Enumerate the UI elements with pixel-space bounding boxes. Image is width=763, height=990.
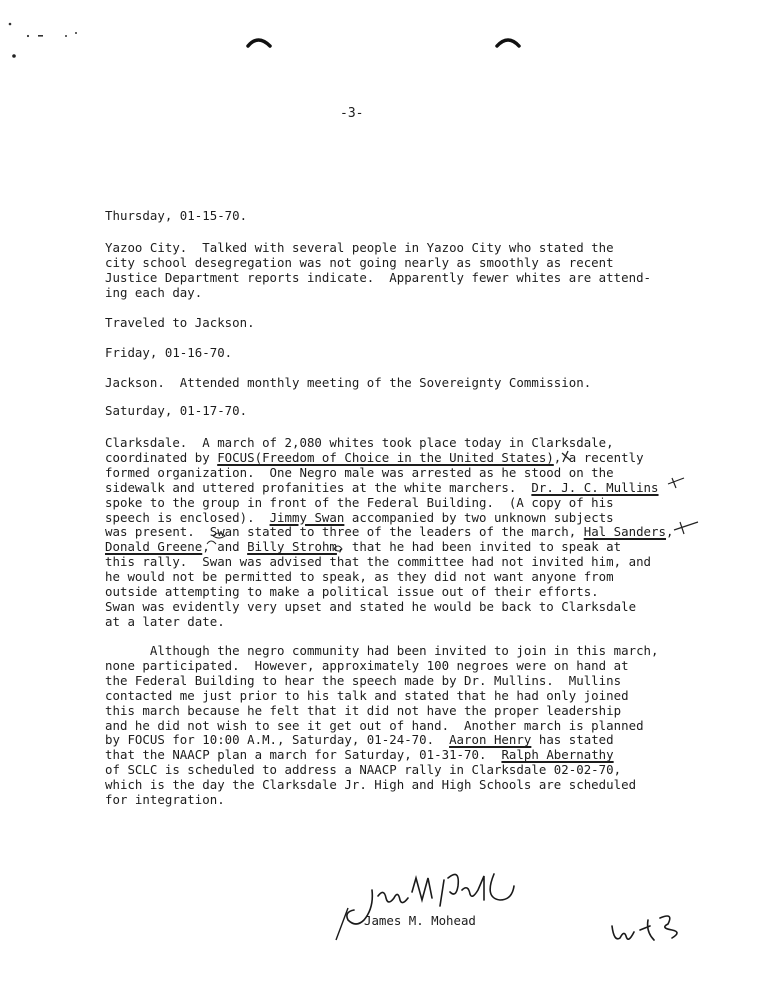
underlined-name: FOCUS(Freedom of Choice in the United States) [217, 449, 554, 465]
underlined-name: Donald Greene [105, 539, 203, 555]
yazoo-paragraph-line: Justice Department reports indicate. Apparently fewer whites are attend- [105, 269, 652, 285]
text-run: was present. Swan stated to three of the leaders of the march, [105, 524, 584, 540]
margin-check-mark [674, 522, 698, 534]
negro_paragraph-line [105, 762, 621, 777]
clarksdale_paragraph-line [105, 539, 621, 554]
margin-check-mark [668, 478, 684, 488]
negro_paragraph-line [105, 792, 225, 807]
text-run: this rally. Swan was advised that the committee had not invited him, and [105, 554, 652, 570]
text-run: , and [202, 539, 248, 555]
scan-speck [65, 35, 67, 37]
underlined-name: Billy Strohm [247, 539, 337, 555]
negro_paragraph-line [105, 703, 621, 718]
negro_paragraph-line [105, 688, 629, 703]
handwritten-initials [612, 916, 677, 940]
negro_paragraph-line [105, 747, 614, 762]
clarksdale_paragraph-line [105, 450, 644, 465]
travel-line-line: Traveled to Jackson. [105, 315, 255, 330]
clarksdale_paragraph-line [105, 569, 614, 584]
text-run: , [666, 524, 674, 540]
clarksdale_paragraph-line [105, 584, 599, 599]
clarksdale_paragraph-line [105, 524, 673, 539]
underlined-name: Jimmy Swan [269, 509, 345, 525]
text-run: this march because he felt that it did not have the proper leadership [105, 702, 622, 718]
text-run: Although the negro community had been invited to join in this march, [105, 643, 659, 658]
jackson-line-line: Jackson. Attended monthly meeting of the Sovereignty Commission. [105, 375, 592, 390]
negro_paragraph-line [105, 777, 636, 792]
date-thursday-line: Thursday, 01-15-70. [105, 208, 248, 223]
text-run: sidewalk and uttered profanities at the white marchers. [105, 479, 532, 495]
text-run: which is the day the Clarksdale Jr. High and High Schools are scheduled [105, 777, 637, 793]
text-run: the Federal Building to hear the speech made by Dr. Mullins. Mullins [105, 672, 622, 688]
text-run: Swan was evidently very upset and stated he would be back to Clarksdale [105, 598, 637, 614]
text-run: coordinated by [105, 449, 218, 465]
clarksdale_paragraph-line [105, 510, 614, 525]
top-right-staple-mark [497, 40, 519, 46]
underlined-name: Dr. J. C. Mullins [531, 479, 659, 495]
top-left-staple-mark [248, 40, 270, 46]
text-run: for integration. [105, 792, 225, 807]
clarksdale_paragraph-line [105, 599, 636, 614]
scan-speck [12, 54, 16, 58]
yazoo-paragraph-line: Yazoo City. Talked with several people in Yazoo City who stated the [105, 240, 614, 255]
text-run: formed organization. One Negro male was arrested as he stood on the [105, 464, 614, 480]
underlined-name: Hal Sanders [583, 524, 666, 540]
text-run: contacted me just prior to his talk and stated that he had only joined [105, 687, 629, 703]
text-run: he would not be permitted to speak, as they did not want anyone from [105, 569, 614, 585]
text-run: has stated [531, 732, 614, 748]
text-run: by FOCUS for 10:00 A.M., Saturday, 01-24-70. [105, 732, 450, 748]
text-run: and he did not wish to see it get out of hand. Another march is planned [105, 717, 644, 733]
underlined-name: Aaron Henry [449, 732, 532, 748]
clarksdale_paragraph-line [105, 495, 614, 510]
clarksdale_paragraph-line [105, 465, 614, 480]
text-run: accompanied by two unknown subjects [344, 509, 614, 525]
text-run: spoke to the group in front of the Federal Building. (A copy of his [105, 494, 614, 510]
negro_paragraph-line [105, 643, 659, 658]
text-run: speech is enclosed). [105, 509, 270, 525]
text-run: , that he had been invited to speak at [336, 539, 622, 555]
negro_paragraph-line [105, 673, 621, 688]
text-run: that the NAACP plan a march for Saturday, 01-31-70. [105, 747, 502, 763]
clarksdale_paragraph-line [105, 480, 659, 495]
text-run: at a later date. [105, 613, 225, 629]
typed-signature-name: James M. Mohead [364, 913, 476, 928]
yazoo-paragraph-line: ing each day. [105, 284, 203, 300]
scan-speck [75, 32, 77, 34]
date-friday-line: Friday, 01-16-70. [105, 345, 233, 360]
signature-underline-stroke [336, 908, 348, 940]
negro_paragraph-line [105, 732, 614, 747]
text-run: Clarksdale. A march of 2,080 whites took place today in Clarksdale, [105, 435, 614, 450]
text-run: of SCLC is scheduled to address a NAACP rally in Clarksdale 02-02-70, [105, 762, 622, 778]
date-saturday-line: Saturday, 01-17-70. [105, 403, 248, 418]
scan-speck [27, 35, 29, 37]
underlined-name: Ralph Abernathy [501, 747, 614, 763]
clarksdale_paragraph-line [105, 435, 614, 450]
scan-speck [9, 23, 12, 26]
text-run: , a recently [553, 449, 644, 465]
clarksdale_paragraph-line [105, 554, 651, 569]
negro_paragraph-line [105, 718, 644, 733]
scan-speck [38, 35, 43, 37]
text-run: none participated. However, approximately 100 negroes were on hand at [105, 657, 629, 673]
clarksdale_paragraph-line [105, 614, 225, 629]
negro_paragraph-line [105, 658, 629, 673]
text-run: outside attempting to make a political issue out of their efforts. [105, 584, 599, 599]
page-number: -3- [340, 106, 364, 121]
yazoo-paragraph-line: city school desegregation was not going nearly as smoothly as recent [105, 254, 614, 270]
